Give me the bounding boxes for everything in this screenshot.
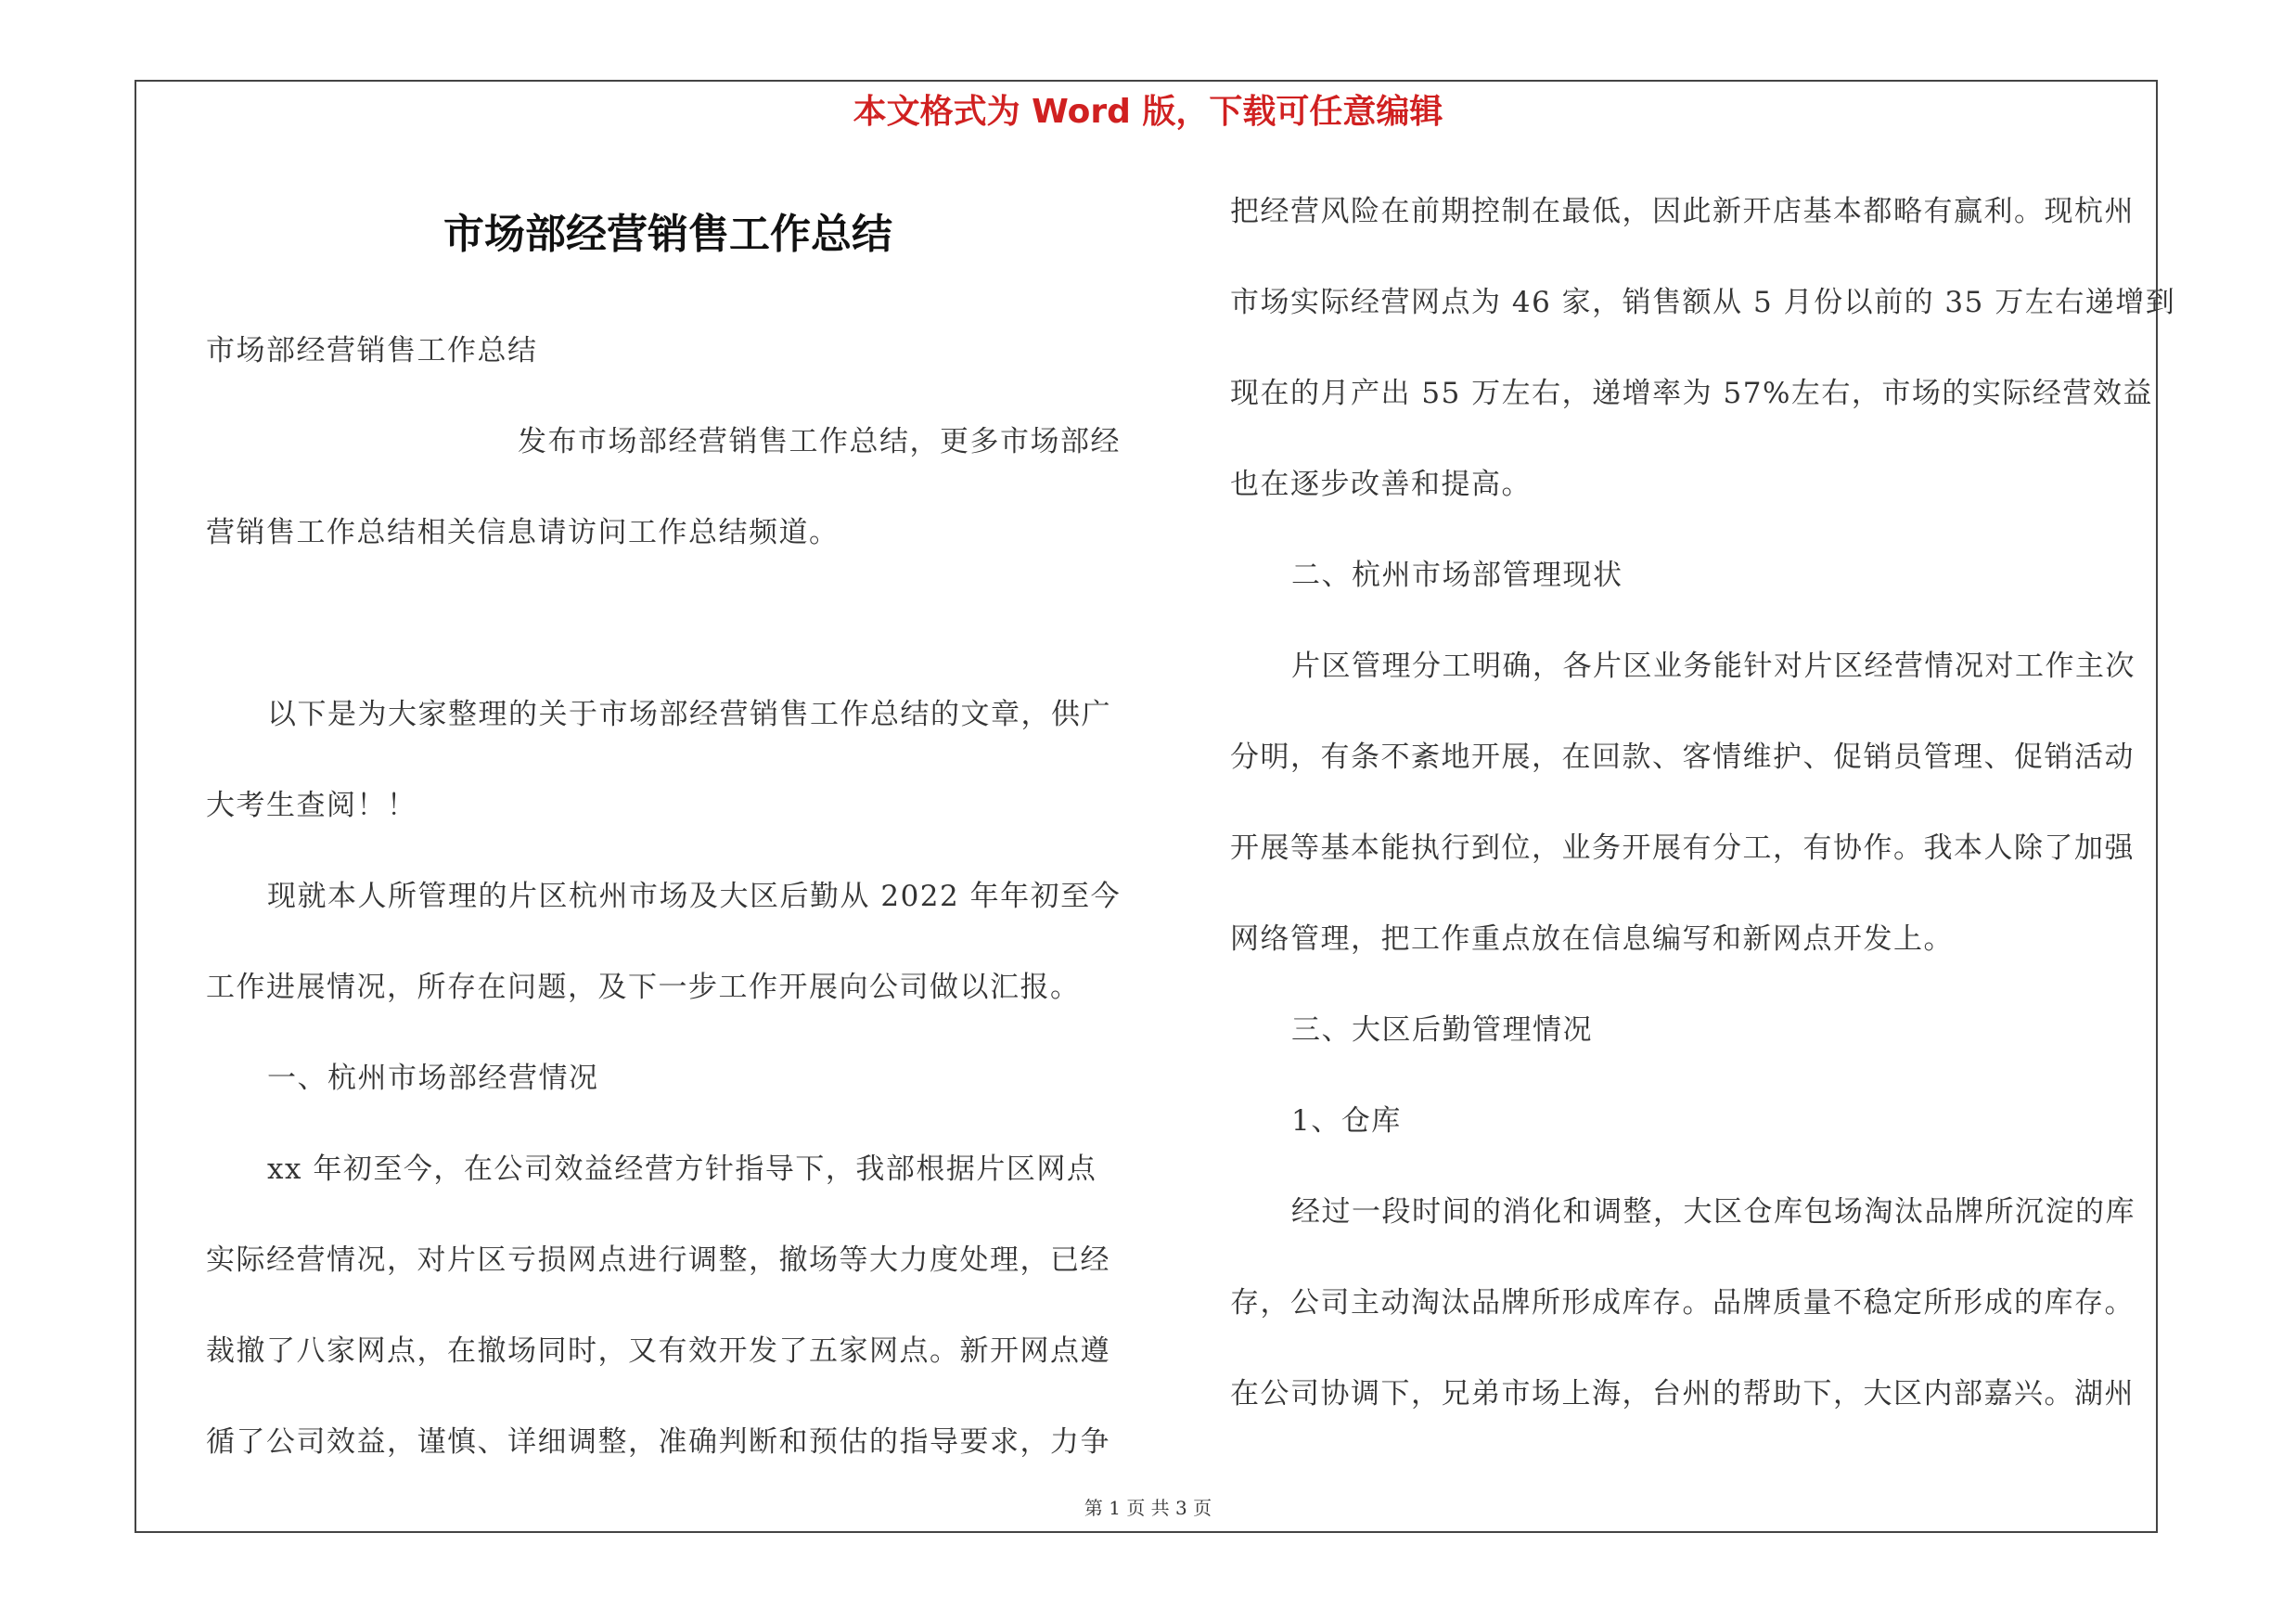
- text-line: 工作进展情况，所存在问题，及下一步工作开展向公司做以汇报。: [206, 971, 1081, 1004]
- text-line: 实际经营情况，对片区亏损网点进行调整，撤场等大力度处理，已经: [206, 1243, 1110, 1277]
- text-line: 把经营风险在前期控制在最低，因此新开店基本都略有赢利。现杭州: [1230, 195, 2135, 228]
- page-number-footer: 第 1 页 共 3 页: [1084, 1497, 1212, 1519]
- text-line: 也在逐步改善和提高。: [1230, 468, 1532, 501]
- text-line: 经过一段时间的消化和调整，大区仓库包场淘汰品牌所沉淀的库: [1291, 1195, 2136, 1229]
- text-line: 存，公司主动淘汰品牌所形成库存。品牌质量不稳定所形成的库存。: [1230, 1286, 2135, 1320]
- text-line: 网络管理，把工作重点放在信息编写和新网点开发上。: [1230, 922, 1954, 956]
- text-line: 一、杭州市场部经营情况: [267, 1062, 599, 1095]
- text-line: 现就本人所管理的片区杭州市场及大区后勤从 2022 年年初至今: [267, 880, 1122, 913]
- text-line: 市场部经营销售工作总结: [206, 334, 538, 367]
- text-line: 发布市场部经营销售工作总结，更多市场部经: [518, 425, 1121, 458]
- text-line: 大考生查阅！！: [206, 789, 417, 822]
- text-line: 三、大区后勤管理情况: [1291, 1013, 1593, 1047]
- text-line: 分明，有条不紊地开展，在回款、客情维护、促销员管理、促销活动: [1230, 741, 2135, 774]
- text-line: 营销售工作总结相关信息请访问工作总结频道。: [206, 516, 840, 549]
- text-line: 现在的月产出 55 万左右，递增率为 57%左右，市场的实际经营效益: [1230, 377, 2153, 410]
- text-line: 开展等基本能执行到位，业务开展有分工，有协作。我本人除了加强: [1230, 831, 2135, 865]
- text-line: xx 年初至今，在公司效益经营方针指导下，我部根据片区网点: [267, 1153, 1097, 1186]
- text-line: 以下是为大家整理的关于市场部经营销售工作总结的文章，供广: [267, 698, 1111, 731]
- text-line: 1、仓库: [1291, 1104, 1402, 1138]
- text-line: 循了公司效益，谨慎、详细调整，准确判断和预估的指导要求，力争: [206, 1425, 1110, 1459]
- format-banner: 本文格式为 Word 版，下载可任意编辑: [853, 93, 1443, 131]
- text-line: 市场实际经营网点为 46 家，销售额从 5 月份以前的 35 万左右递增到: [1230, 286, 2176, 319]
- text-line: 裁撤了八家网点，在撤场同时，又有效开发了五家网点。新开网点遵: [206, 1334, 1110, 1368]
- text-line: 片区管理分工明确，各片区业务能针对片区经营情况对工作主次: [1291, 650, 2136, 683]
- text-line: 在公司协调下，兄弟市场上海，台州的帮助下，大区内部嘉兴。湖州: [1230, 1377, 2135, 1410]
- text-line: 二、杭州市场部管理现状: [1291, 559, 1623, 592]
- document-title: 市场部经营销售工作总结: [443, 211, 892, 258]
